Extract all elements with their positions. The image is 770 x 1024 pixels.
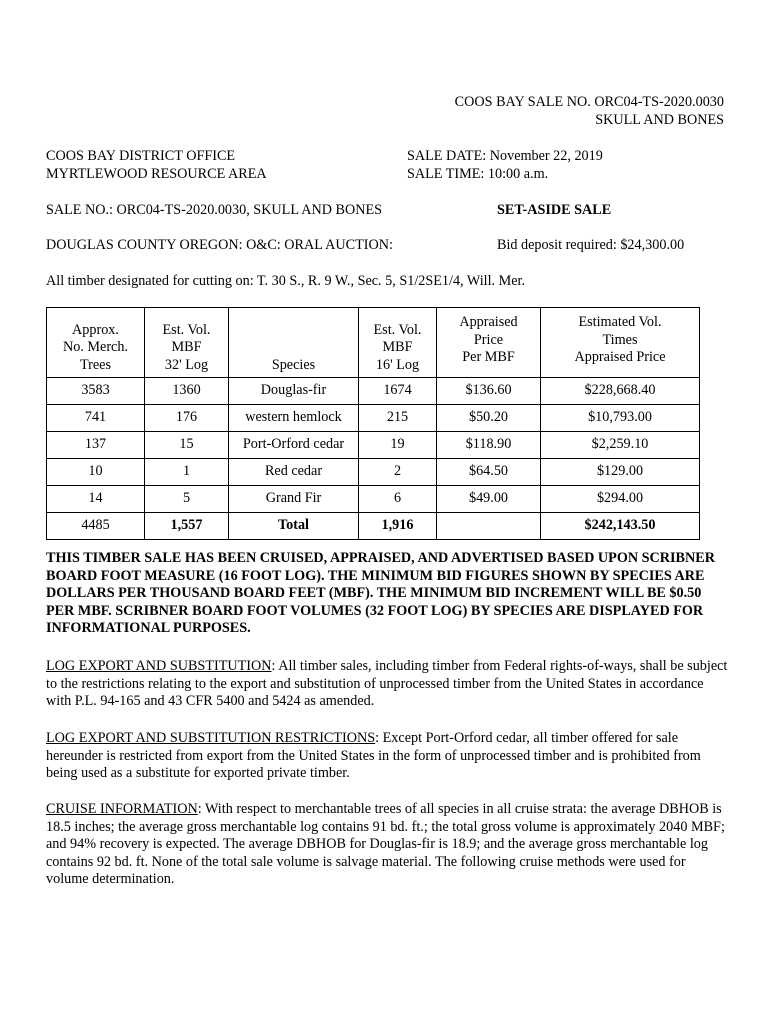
table-row <box>47 432 700 459</box>
cell-vol-16: 6 <box>359 486 437 513</box>
total-trees: 4485 <box>47 513 145 540</box>
total-price <box>437 513 541 540</box>
cell-price: $64.50 <box>437 459 541 486</box>
section-export-restrictions <box>46 730 730 783</box>
cell-estimated: $294.00 <box>541 486 700 513</box>
cell-species: western hemlock <box>229 405 359 432</box>
section-text: : All timber sales, including timber from Federal rights-of-ways, shall be subject to the restrictions relating to the export and substitution of unprocessed timber from the United States in accordance with P.L. 94-165 and 43 CFR 5400 and 5424 as amended. <box>46 658 728 710</box>
sale-number: SALE NO.: ORC04-TS-2020.0030, SKULL AND BONES <box>46 202 383 218</box>
header-species: Species <box>229 308 359 378</box>
header-trees: Approx. No. Merch. Trees <box>47 308 145 378</box>
cell-vol-32: 176 <box>145 405 229 432</box>
cell-vol-16: 1674 <box>359 378 437 405</box>
cell-trees: 14 <box>47 486 145 513</box>
timber-table <box>46 307 700 540</box>
cell-species: Douglas-fir <box>229 378 359 405</box>
section-heading: LOG EXPORT AND SUBSTITUTION <box>46 658 272 674</box>
cell-vol-32: 15 <box>145 432 229 459</box>
total-label: Total <box>229 513 359 540</box>
cell-estimated: $2,259.10 <box>541 432 700 459</box>
header-estimated: Estimated Vol. Times Appraised Price <box>541 308 700 378</box>
cell-species: Red cedar <box>229 459 359 486</box>
header-sale-name: SKULL AND BONES <box>595 112 724 128</box>
set-aside-label: SET-ASIDE SALE <box>497 202 612 218</box>
cell-species: Grand Fir <box>229 486 359 513</box>
section-heading: CRUISE INFORMATION <box>46 801 198 817</box>
total-estimated: $242,143.50 <box>541 513 700 540</box>
resource-area: MYRTLEWOOD RESOURCE AREA <box>46 166 267 182</box>
cell-vol-16: 215 <box>359 405 437 432</box>
total-vol-16: 1,916 <box>359 513 437 540</box>
sale-notice: THIS TIMBER SALE HAS BEEN CRUISED, APPRAISED, AND ADVERTISED BASED UPON SCRIBNER BOARD FOOT MEASURE (16 FOOT LOG). THE MINIMUM BID FIGURES SHOWN BY SPECIES ARE DOLLARS PER THOUSAND BOARD FEET (MBF). THE MINIMUM BID INCREMENT WILL BE $0.50 PER MBF. SCRIBNER BOARD FOOT VOLUMES (32 FOOT LOG) BY SPECIES ARE DISPLAYED FOR INFORMATIONAL PURPOSES. <box>46 550 715 637</box>
total-vol-32: 1,557 <box>145 513 229 540</box>
cell-price: $49.00 <box>437 486 541 513</box>
timber-designation: All timber designated for cutting on: T. 30 S., R. 9 W., Sec. 5, S1/2SE1/4, Will. Mer. <box>46 273 526 289</box>
cell-price: $118.90 <box>437 432 541 459</box>
cell-estimated: $129.00 <box>541 459 700 486</box>
section-log-export <box>46 658 730 711</box>
header-price: Appraised Price Per MBF <box>437 308 541 378</box>
header-vol-16: Est. Vol. MBF 16' Log <box>359 308 437 378</box>
cell-vol-16: 2 <box>359 459 437 486</box>
header-sale-number: COOS BAY SALE NO. ORC04-TS-2020.0030 <box>454 94 724 110</box>
cell-estimated: $228,668.40 <box>541 378 700 405</box>
cell-trees: 3583 <box>47 378 145 405</box>
cell-price: $136.60 <box>437 378 541 405</box>
table-total-row <box>47 513 700 540</box>
table-row <box>47 459 700 486</box>
cell-price: $50.20 <box>437 405 541 432</box>
section-cruise-information <box>46 801 730 889</box>
section-text: : Except Port-Orford cedar, all timber offered for sale hereunder is restricted from export from the United States in the form of unprocessed timber and is prohibited from being used as a substitute for exported private timber. <box>46 730 701 782</box>
cell-vol-32: 1360 <box>145 378 229 405</box>
section-heading: LOG EXPORT AND SUBSTITUTION RESTRICTIONS <box>46 730 376 746</box>
district-office: COOS BAY DISTRICT OFFICE <box>46 148 236 164</box>
sale-date: SALE DATE: November 22, 2019 <box>407 148 603 164</box>
cell-vol-32: 5 <box>145 486 229 513</box>
cell-trees: 741 <box>47 405 145 432</box>
cell-vol-32: 1 <box>145 459 229 486</box>
cell-vol-16: 19 <box>359 432 437 459</box>
table-row <box>47 405 700 432</box>
county-auction: DOUGLAS COUNTY OREGON: O&C: ORAL AUCTION: <box>46 237 393 253</box>
section-text: : With respect to merchantable trees of all species in all cruise strata: the average DBHOB is 18.5 inches; the average gross merchantable log contains 91 bd. ft.; the total gross volume is approximately 2040 MBF; and 94% recovery is expected. The average DBHOB for Douglas-fir is 18.9; and the average gross merchantable log contains 92 bd. ft. None of the total sale volume is salvage material. The following cruise methods were used for volume determination. <box>46 801 725 888</box>
cell-trees: 137 <box>47 432 145 459</box>
sale-time: SALE TIME: 10:00 a.m. <box>407 166 549 182</box>
cell-species: Port-Orford cedar <box>229 432 359 459</box>
cell-estimated: $10,793.00 <box>541 405 700 432</box>
header-vol-32: Est. Vol. MBF 32' Log <box>145 308 229 378</box>
table-row <box>47 486 700 513</box>
cell-trees: 10 <box>47 459 145 486</box>
table-header-row <box>47 308 700 378</box>
bid-deposit: Bid deposit required: $24,300.00 <box>497 237 685 253</box>
table-row <box>47 378 700 405</box>
